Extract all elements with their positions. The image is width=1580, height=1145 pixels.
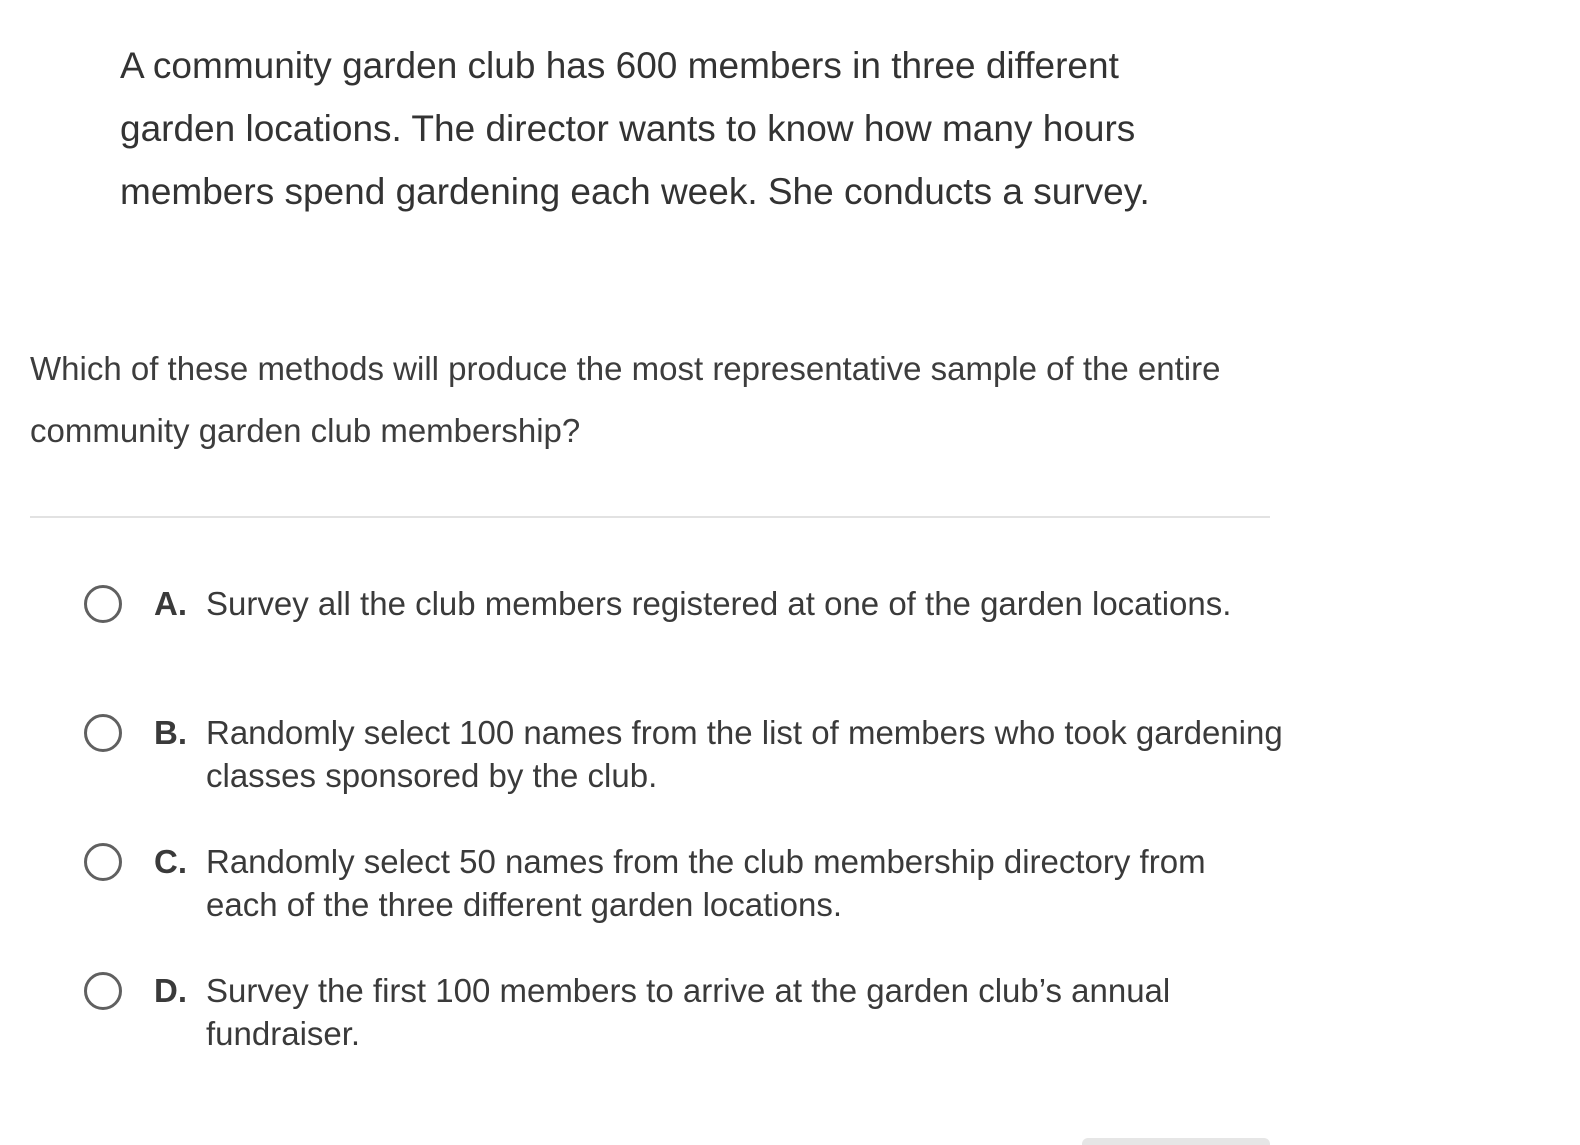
divider — [30, 516, 1270, 518]
answer-choice-b[interactable] — [84, 711, 1284, 797]
radio-button-b[interactable] — [84, 714, 122, 752]
radio-button-a[interactable] — [84, 585, 122, 623]
submit-button[interactable] — [1082, 1138, 1270, 1145]
answer-choice-d[interactable] — [84, 969, 1284, 1055]
question-prompt: Which of these methods will produce the most representative sample of the entire community garden club membership? — [30, 350, 1221, 449]
choice-letter-c: C. — [154, 843, 187, 880]
choice-text-d: Survey the first 100 members to arrive at the garden club’s annual fundraiser. — [206, 972, 1171, 1052]
answer-choice-c[interactable] — [84, 840, 1284, 926]
choice-text-c: Randomly select 50 names from the club membership directory from each of the three different garden locations. — [206, 843, 1206, 923]
answer-choice-a[interactable] — [84, 582, 1284, 625]
radio-button-c[interactable] — [84, 843, 122, 881]
choice-letter-a: A. — [154, 585, 187, 622]
passage-text: A community garden club has 600 members in three different garden locations. The director wants to know how many hours members spend gardening each week. She conducts a survey. — [120, 45, 1150, 212]
radio-button-d[interactable] — [84, 972, 122, 1010]
choice-text-a: Survey all the club members registered at one of the garden locations. — [206, 585, 1232, 622]
choice-letter-b: B. — [154, 714, 187, 751]
choice-text-b: Randomly select 100 names from the list of members who took gardening classes sponsored by the club. — [206, 714, 1283, 794]
choice-letter-d: D. — [154, 972, 187, 1009]
